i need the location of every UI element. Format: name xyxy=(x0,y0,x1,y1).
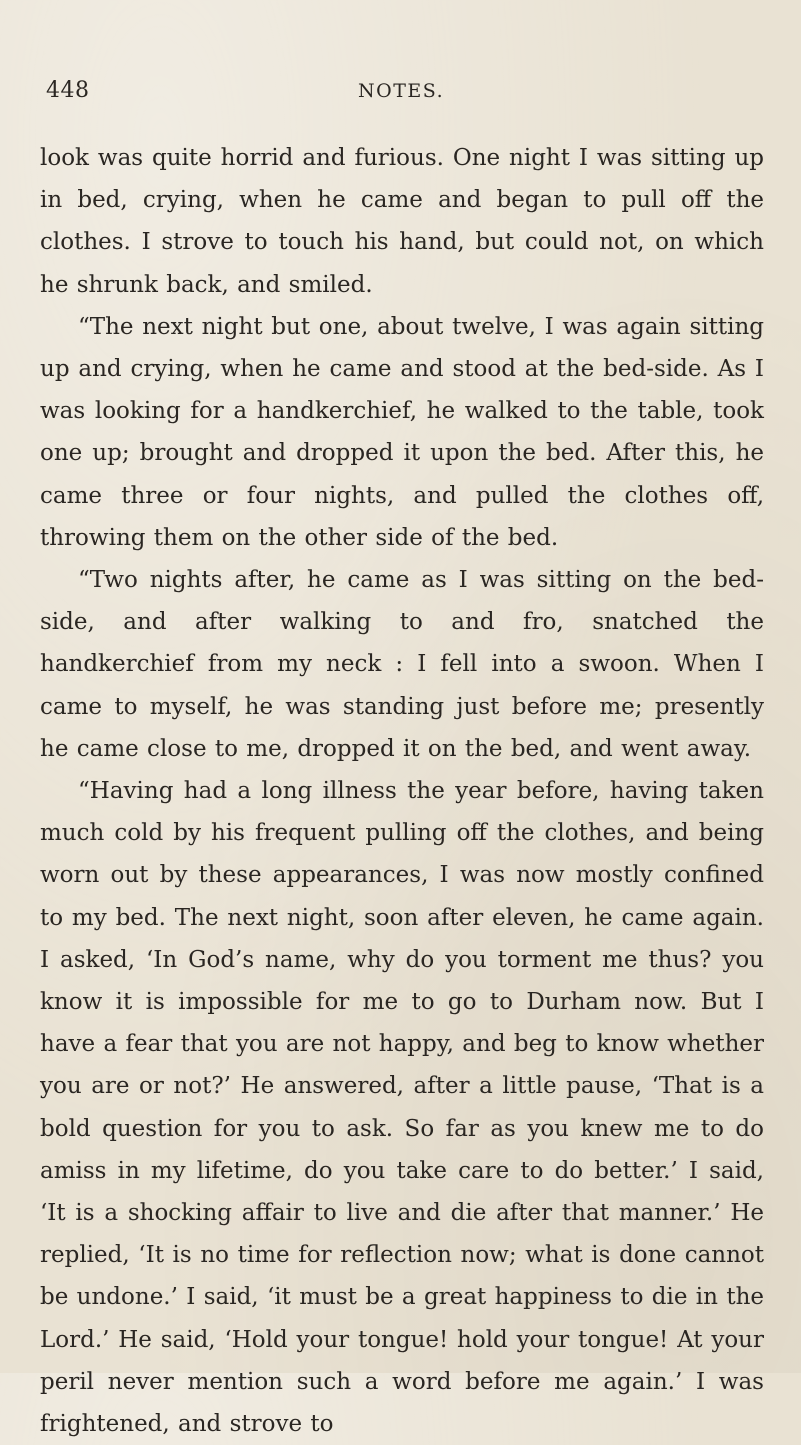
paragraph: “The next night but one, about twelve, I was again sitting up and crying, when he came and stood at the bed-side. As I was looking for a handkerchief, he walked to the table, took one up; brought and dropped it upon the bed. After this, he came three or four nights, and pulled the clothes off, throwing them on the other side of the bed. xyxy=(40,313,764,551)
page-header xyxy=(46,78,755,112)
paragraph: “Having had a long illness the year before, having taken much cold by his frequent pulling off the clothes, and being worn out by these appearances, I was now mostly confined to my bed. The next night, soon after eleven, he came again. I asked, ‘In God’s name, why do you torment me thus? you know it is impossible for me to go to Durham now. But I have a fear that you are not happy, and beg to know whether you are or not?’ He answered, after a little pause, ‘That is a bold question for you to ask. So far as you knew me to do amiss in my lifetime, do you take care to do better.’ I said, ‘It is a shocking affair to live and die after that manner.’ He replied, ‘It is no time for reflection now; what is done cannot be undone.’ I said, ‘it must be a great happiness to die in the Lord.’ He said, ‘Hold your tongue! hold your tongue! At your peril never mention such a word before me again.’ I was frightened, and strove to xyxy=(40,778,764,1438)
body-text xyxy=(40,137,764,1445)
paragraph: look was quite horrid and furious. One night I was sitting up in bed, crying, when he came and began to pull off the clothes. I strove to touch his hand, but could not, on which he shrunk back, and smiled. xyxy=(40,145,764,298)
running-head: NOTES. xyxy=(358,80,445,102)
paragraph: “Two nights after, he came as I was sitting on the bed-side, and after walking to and fro, snatched the handkerchief from my neck : I fell into a swoon. When I came to myself, he was standing just before me; presently he came close to me, dropped it on the bed, and went away. xyxy=(40,567,764,762)
page-number: 448 xyxy=(46,78,90,103)
